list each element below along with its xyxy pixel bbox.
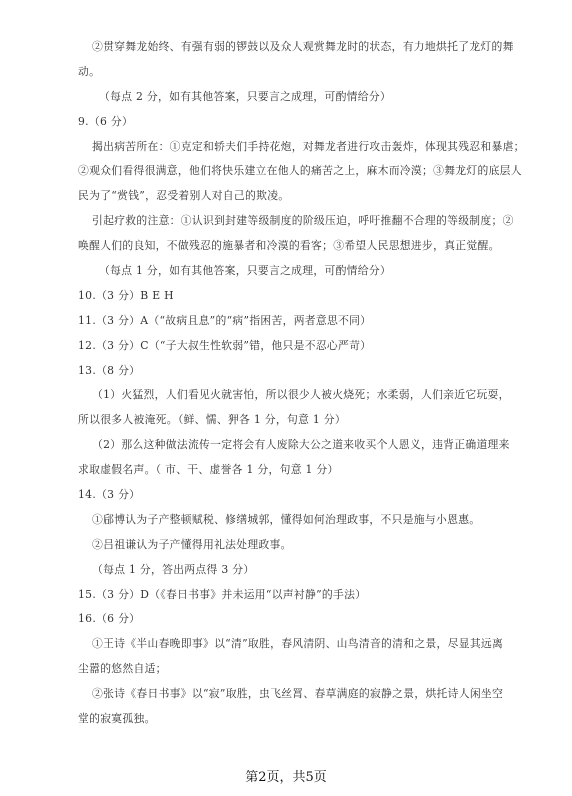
question-number: 9.（6 分） xyxy=(78,114,134,128)
text-line: ①郈博认为子产整顿赋税、修缮城郭，懂得如何治理政事，不只是施与小恩惠。 xyxy=(92,512,481,526)
text-line: 所以很多人被淹死。（鲜、懦、狎各 1 分，句意 1 分） xyxy=(78,413,346,427)
page-footer: 第2页，共5页 xyxy=(245,770,327,785)
text-line: （1）火猛烈，人们看见火就害怕，所以很少人被火烧死；水柔弱，人们亲近它玩耍， xyxy=(92,388,510,402)
question-number: 10.（3 分）B E H xyxy=(78,288,174,302)
text-line: ②张诗《春日书事》以“寂”取胜，虫飞丝罥、春草满庭的寂静之景，烘托诗人闲坐空 xyxy=(92,687,504,701)
text-line: （每点 1 分，答出两点得 3 分） xyxy=(92,562,255,576)
text-line: 民为了“赏钱”，忍受着别人对自己的欺凌。 xyxy=(78,189,290,203)
text-line: ①王诗《半山春晚即事》以“清”取胜，春风清阴、山鸟清音的清和之景，尽显其远离 xyxy=(92,637,504,651)
text-line: ②观众们看得很满意，他们将快乐建立在他人的痛苦之上，麻木而冷漠；③舞龙灯的底层人 xyxy=(78,164,522,178)
text-line: 引起疗救的注意：①认识到封建等级制度的阶级压迫，呼吁推翻不合理的等级制度；② xyxy=(92,214,514,228)
text-line: 动。 xyxy=(78,64,101,78)
text-line: ②贯穿舞龙始终、有强有弱的锣鼓以及众人观赏舞龙时的状态，有力地烘托了龙灯的舞 xyxy=(92,40,514,53)
text-line: ②吕祖谦认为子产懂得用礼法处理政事。 xyxy=(92,537,292,551)
question-number: 16.（6 分） xyxy=(78,612,141,626)
text-line: 求取虚假名声。（ 市、干、虚誉各 1 分，句意 1 分） xyxy=(78,463,339,477)
question-number: 11.（3 分）A（“故病且息”的“病”指困苦，两者意思不同） xyxy=(78,313,372,327)
text-line: 尘嚣的悠然自适； xyxy=(78,662,167,676)
question-number: 13.（8 分） xyxy=(78,363,141,377)
question-number: 15.（3 分）D（《春日书事》并未运用“以声衬静”的手法） xyxy=(78,587,367,601)
text-line: （2）那么这种做法流传一定将会有人废除大公之道来收买个人恩义，违背正确道理来 xyxy=(92,438,510,452)
text-line: （每点 1 分，如有其他答案，只要言之成理，可酌情给分） xyxy=(99,264,392,277)
text-line: 揭出病苦所在：①克定和轿夫们手持花炮，对舞龙者进行攻击轰炸，体现其残忍和暴虐； xyxy=(92,139,525,153)
text-line: 唤醒人们的良知，不做残忍的施暴者和冷漠的看客；③希望人民思想进步，真正觉醒。 xyxy=(78,239,500,253)
question-number: 14.（3 分） xyxy=(78,488,141,501)
question-number: 12.（3 分）C（“子大叔生性软弱”错，他只是不忍心严苛） xyxy=(78,338,372,352)
text-line: （每点 2 分，如有其他答案，只要言之成理，可酌情给分） xyxy=(99,89,392,103)
text-line: 堂的寂寞孤独。 xyxy=(78,712,156,725)
